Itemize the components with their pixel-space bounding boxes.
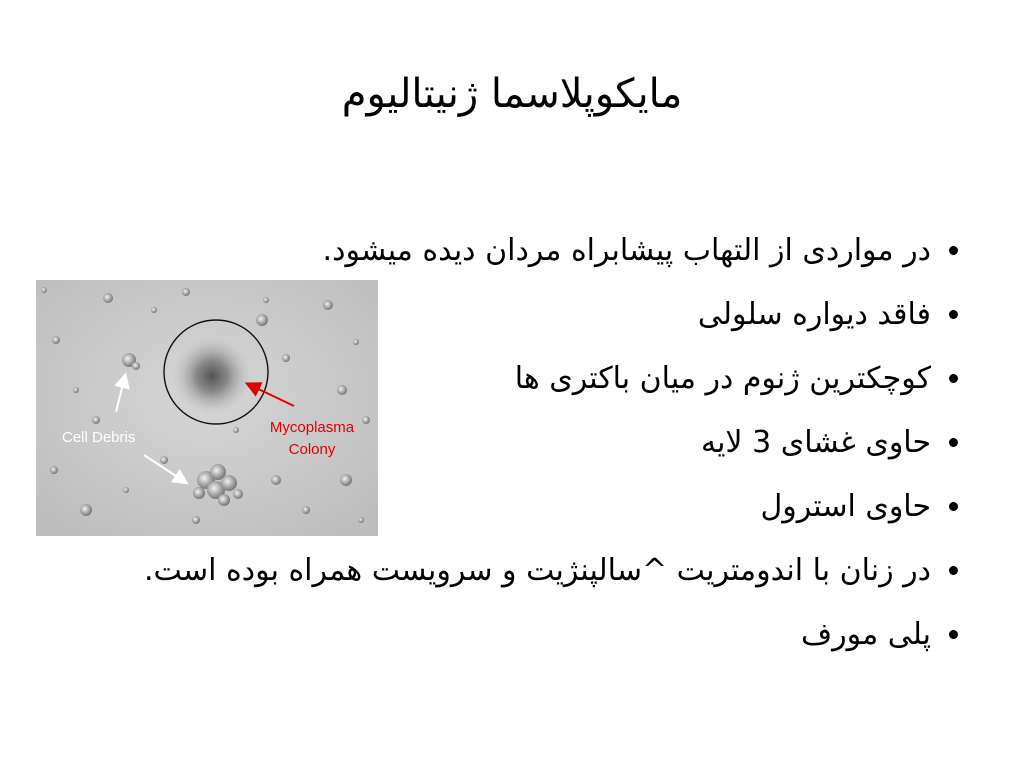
bullet-item: [4, 218, 964, 282]
bullet-dot-icon: [949, 566, 958, 575]
bullet-text: حاوی استرول: [760, 488, 931, 524]
bullet-dot-icon: [949, 310, 958, 319]
slide-title: مایکوپلاسما ژنیتالیوم: [341, 71, 683, 117]
colony-label-line2: Colony: [288, 441, 336, 458]
bullet-text: کوچکترین ژنوم در میان باکتری ها: [514, 360, 931, 396]
mycoplasma-colony: [172, 336, 252, 416]
bullet-dot-icon: [949, 438, 958, 447]
micrograph-image: [36, 280, 378, 536]
bullet-text: فاقد دیواره سلولی: [697, 296, 931, 332]
bullet-item: [4, 538, 964, 602]
micrograph-svg: [36, 280, 378, 536]
bullet-dot-icon: [949, 630, 958, 639]
bullet-text: حاوی غشای 3 لایه: [701, 424, 931, 460]
bullet-dot-icon: [949, 502, 958, 511]
bullet-text: پلی مورف: [801, 616, 931, 652]
bullet-dot-icon: [949, 374, 958, 383]
bullet-text: در زنان با اندومتریت ^سالپنژیت و سرویست همراه بوده است.: [144, 552, 931, 588]
colony-label-line1: Mycoplasma: [269, 419, 355, 436]
bullet-dot-icon: [949, 246, 958, 255]
bullet-item: [4, 602, 964, 666]
bullet-text: در مواردی از التهاب پیشابراه مردان دیده میشود.: [322, 232, 931, 268]
cell-debris-label: Cell Debris: [62, 429, 136, 446]
